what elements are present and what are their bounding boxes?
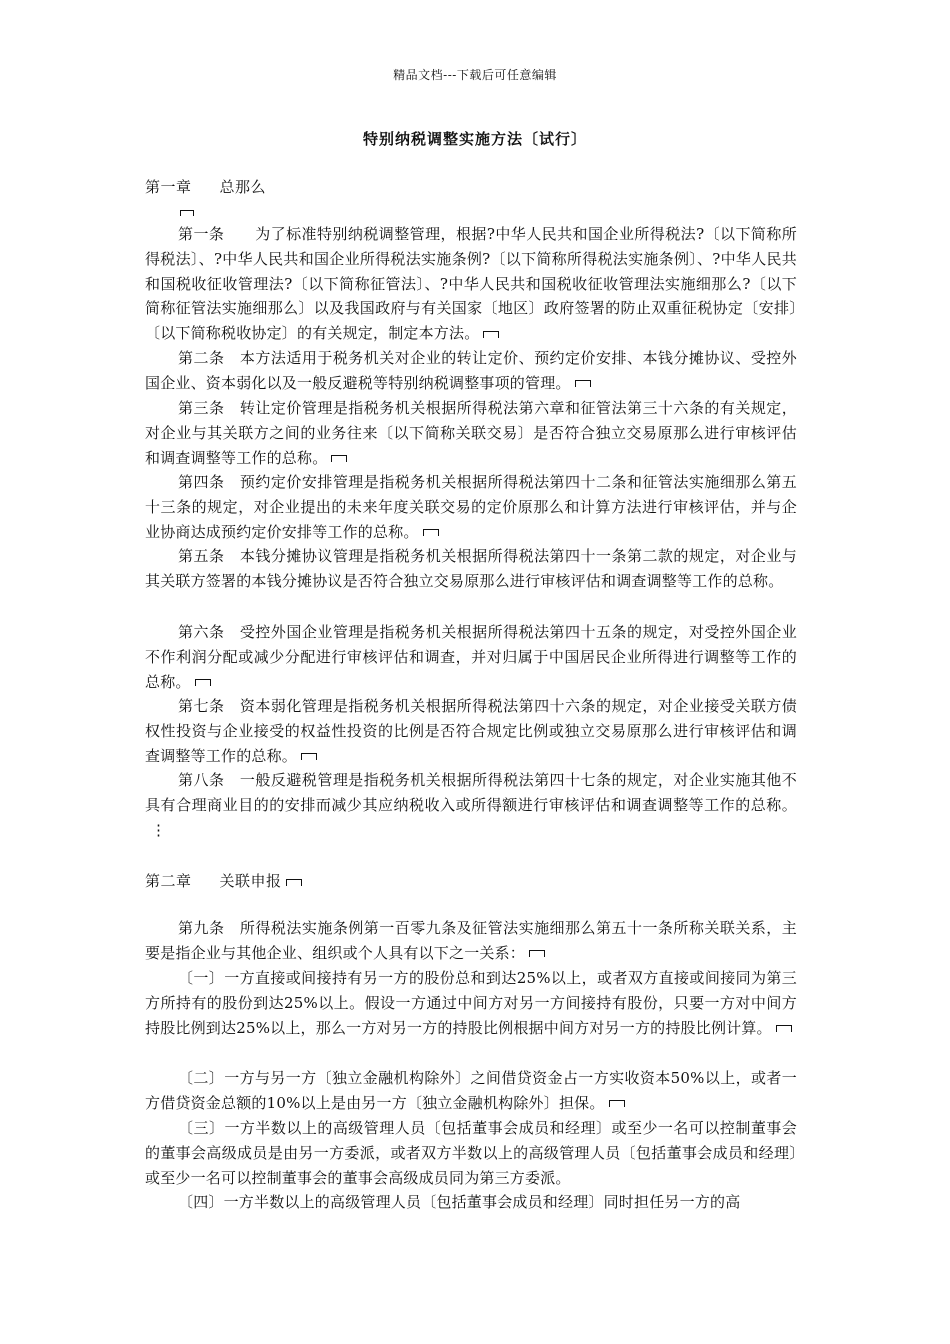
return-mark-icon [483,331,499,338]
return-mark-icon [776,1025,792,1032]
return-mark-icon [195,679,211,686]
document-title: 特别纳税调整实施方法〔试行〕 [362,130,587,148]
page-header: 精品文档---下载后可任意编辑 [393,68,557,82]
ellipsis-mark: ⋮ [151,820,167,839]
article-4: 第四条 预约定价安排管理是指税务机关根据所得税法第四十二条和征管法实施细那么第五十三条的规定，对企业提出的未来年度关联交易的定价原那么和计算方法进行审核评估，并与企业协商达成预约定价安排等工作的总称。 [145,473,797,541]
article-6: 第六条 受控外国企业管理是指税务机关根据所得税法第四十五条的规定，对受控外国企业不作利润分配或减少分配进行审核评估和调查，并对归属于中国居民企业所得进行调整等工作的总称。 [145,623,797,691]
chapter-1-number: 第一章 [145,178,192,196]
chapter-2-number: 第二章 [145,872,192,890]
article-9: 第九条 所得税法实施条例第一百零九条及征管法实施细那么第五十一条所称关联关系，主要是指企业与其他企业、组织或个人具有以下之一关系： [145,919,797,962]
chapter-1-heading [145,176,266,197]
return-mark-icon [575,380,591,387]
chapter-1-name: 总那么 [219,178,267,196]
article-8: 第八条 一般反避税管理是指税务机关根据所得税法第四十七条的规定，对企业实施其他不具有合理商业目的的安排而减少其应纳税收入或所得额进行审核评估和调查调整等工作的总称。⋮ [145,771,797,839]
return-mark-icon [286,879,302,886]
article-5: 第五条 本钱分摊协议管理是指税务机关根据所得税法第四十一条第二款的规定，对企业与其关联方签署的本钱分摊协议是否符合独立交易原那么进行审核评估和调查调整等工作的总称。 [145,547,797,590]
clause-2: 〔二〕一方与另一方〔独立金融机构除外〕之间借贷资金占一方实收资本50%以上，或者一方借贷资金总额的10%以上是由另一方〔独立金融机构除外〕担保。 [145,1069,797,1112]
return-mark-icon [609,1100,625,1107]
article-3: 第三条 转让定价管理是指税务机关根据所得税法第六章和征管法第三十六条的有关规定，对企业与其关联方之间的业务往来〔以下简称关联交易〕是否符合独立交易原那么进行审核评估和调查调整等工作的总称。 [145,399,797,467]
article-2: 第二条 本方法适用于税务机关对企业的转让定价、预约定价安排、本钱分摊协议、受控外国企业、资本弱化以及一般反避税等特别纳税调整事项的管理。 [145,349,797,392]
clause-1: 〔一〕一方直接或间接持有另一方的股份总和到达25%以上，或者双方直接或间接同为第三方所持有的股份到达25%以上。假设一方通过中间方对另一方间接持有股份，只要一方对中间方持股比例到达25%以上，那么一方对另一方的持股比例根据中间方对另一方的持股比例计算。 [145,969,797,1037]
return-mark-icon [331,455,347,462]
chapter-2-name: 关联申报 [219,872,282,890]
article-7: 第七条 资本弱化管理是指税务机关根据所得税法第四十六条的规定，对企业接受关联方债权性投资与企业接受的权益性投资的比例是否符合规定比例或独立交易原那么进行审核评估和调查调整等工作的总称。 [145,697,797,765]
return-mark-icon [301,753,317,760]
return-mark-icon [423,529,439,536]
return-mark-icon [180,210,194,216]
clause-4: 〔四〕一方半数以上的高级管理人员〔包括董事会成员和经理〕同时担任另一方的高 [178,1193,741,1211]
return-mark-icon [529,950,545,957]
article-1: 第一条 为了标准特别纳税调整管理，根据?中华人民共和国企业所得税法?〔以下简称所得税法〕、?中华人民共和国企业所得税法实施条例?〔以下简称所得税法实施条例〕、?中华人民共和国税收征收管理法?〔以下简称征管法〕、?中华人民共和国税收征收管理法实施细那么?〔以下简称征管法实施细那么〕以及我国政府与有关国家〔地区〕政府签署的防止双重征税协定〔安排〕〔以下简称税收协定〕的有关规定，制定本方法。 [145,225,797,343]
chapter-2-heading [145,870,302,891]
clause-3: 〔三〕一方半数以上的高级管理人员〔包括董事会成员和经理〕或至少一名可以控制董事会的董事会高级成员是由另一方委派，或者双方半数以上的高级管理人员〔包括董事会成员和经理〕或至少一名可以控制董事会的董事会高级成员同为第三方委派。 [145,1119,797,1187]
